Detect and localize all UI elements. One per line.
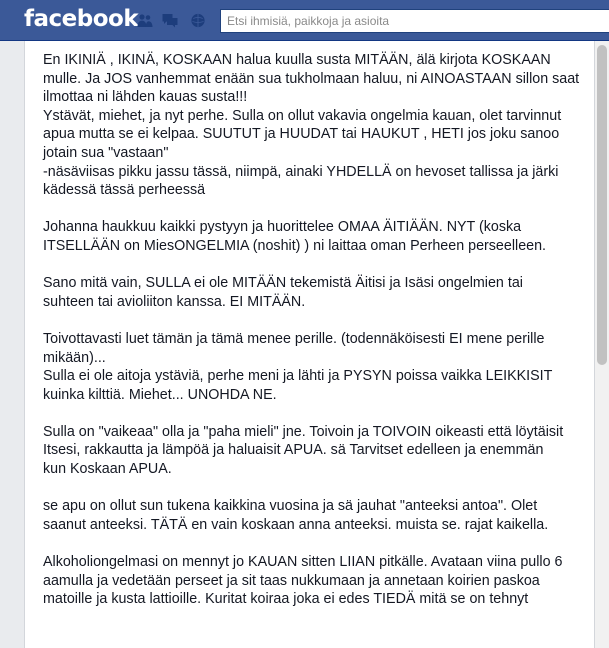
post-text-line: Itsesi, rakkautta ja lämpöä ja haluaisit APUA. sä Tarvitset edelleen ja enemmän — [43, 442, 544, 459]
post-text-line: kun Koskaan APUA. — [43, 461, 172, 478]
facebook-logo[interactable]: facebook — [24, 6, 139, 32]
post-paragraph — [43, 497, 589, 534]
notifications-icon[interactable] — [190, 13, 206, 28]
post-paragraph — [43, 274, 589, 311]
top-navigation-bar — [0, 0, 609, 41]
post-content-panel — [24, 41, 595, 648]
vertical-scrollbar[interactable] — [595, 41, 609, 648]
post-text-line: ITSELLÄÄN on MiesONGELMIA (noshit) ) ni laittaa oman Perheen perseelleen. — [43, 237, 547, 254]
post-text-line: aamulla ja vedetään perseet ja sit taas nukkumaan ja annetaan koirien paskoa — [43, 572, 540, 589]
post-paragraph — [43, 51, 589, 200]
post-text-line: Johanna haukkuu kaikki pystyyn ja huorittelee OMAA ÄITIÄÄN. NYT (koska — [43, 219, 522, 236]
post-text-line: jotain sua "vastaan" — [43, 144, 169, 161]
post-text-line: mikään)... — [43, 349, 106, 366]
post-paragraph — [43, 218, 589, 255]
messages-icon[interactable] — [162, 13, 178, 28]
post-text-line: mulle. Ja JOS vanhemmat enään sua tukholmaan haluu, ni AINOASTAAN sillon saat — [43, 70, 580, 87]
search-box — [220, 9, 609, 33]
post-text-line: Sano mitä vain, SULLA ei ole MITÄÄN tekemistä Äitisi ja Isäsi ongelmien tai — [43, 275, 523, 292]
post-text-line: ilmottaa ni lähden kauas susta!!! — [43, 89, 248, 106]
friend-requests-icon[interactable] — [137, 13, 153, 28]
post-text-line: -näsäviisas pikku jassu tässä, niimpä, ainaki YHDELLÄ on hevoset tallissa ja järki — [43, 163, 559, 180]
post-text-line: saanut anteeksi. TÄTÄ en vain koskaan anna anteeksi. muista se. rajat kaikella. — [43, 516, 549, 533]
post-text-line: En IKINIÄ , IKINÄ, KOSKAAN halua kuulla susta MITÄÄN, älä kirjota KOSKAAN — [43, 52, 551, 68]
post-paragraph — [43, 553, 589, 609]
post-text-line: kuinka kilttiä. Miehet... UNOHDA NE. — [43, 386, 277, 403]
scrollbar-thumb[interactable] — [597, 45, 607, 365]
post-text-line: Sulla on "vaikeaa" olla ja "paha mieli" jne. Toivoin ja TOIVOIN oikeasti että löytäisit — [43, 423, 564, 440]
post-text-line: Ystävät, miehet, ja nyt perhe. Sulla on ollut vakavia ongelmia kauan, olet tarvinnut — [43, 107, 562, 124]
post-text-line: Sulla ei ole aitoja ystäviä, perhe meni ja lähti ja PYSYN poissa vaikka LEIKKISIT — [43, 368, 553, 385]
post-text-line: se apu on ollut sun tukena kaikkina vuosina ja sä jauhat "anteeksi antoa". Olet — [43, 498, 538, 515]
post-text-line: kädessä tässä perheessä — [43, 182, 206, 199]
post-paragraph — [43, 423, 589, 479]
search-input[interactable] — [227, 13, 609, 29]
post-text-line: Alkoholiongelmasi on mennyt jo KAUAN sitten LIIAN pitkälle. Avataan viina pullo 6 — [43, 554, 563, 571]
post-text — [43, 51, 589, 627]
left-gutter — [0, 41, 24, 648]
post-paragraph — [43, 330, 589, 404]
post-text-line: Toivottavasti luet tämän ja tämä menee perille. (todennäköisesti EI mene perille — [43, 330, 545, 347]
post-text-line: suhteen tai avioliiton kanssa. EI MITÄÄN. — [43, 293, 306, 310]
post-text-line: matoille ja kusta lattioille. Kuritat koiraa joka ei edes TIEDÄ mitä se on tehnyt — [43, 591, 529, 608]
post-text-line: apua mutta se ei kelpaa. SUUTUT ja HUUDAT tai HAUKUT , HETI jos joku sanoo — [43, 126, 560, 143]
